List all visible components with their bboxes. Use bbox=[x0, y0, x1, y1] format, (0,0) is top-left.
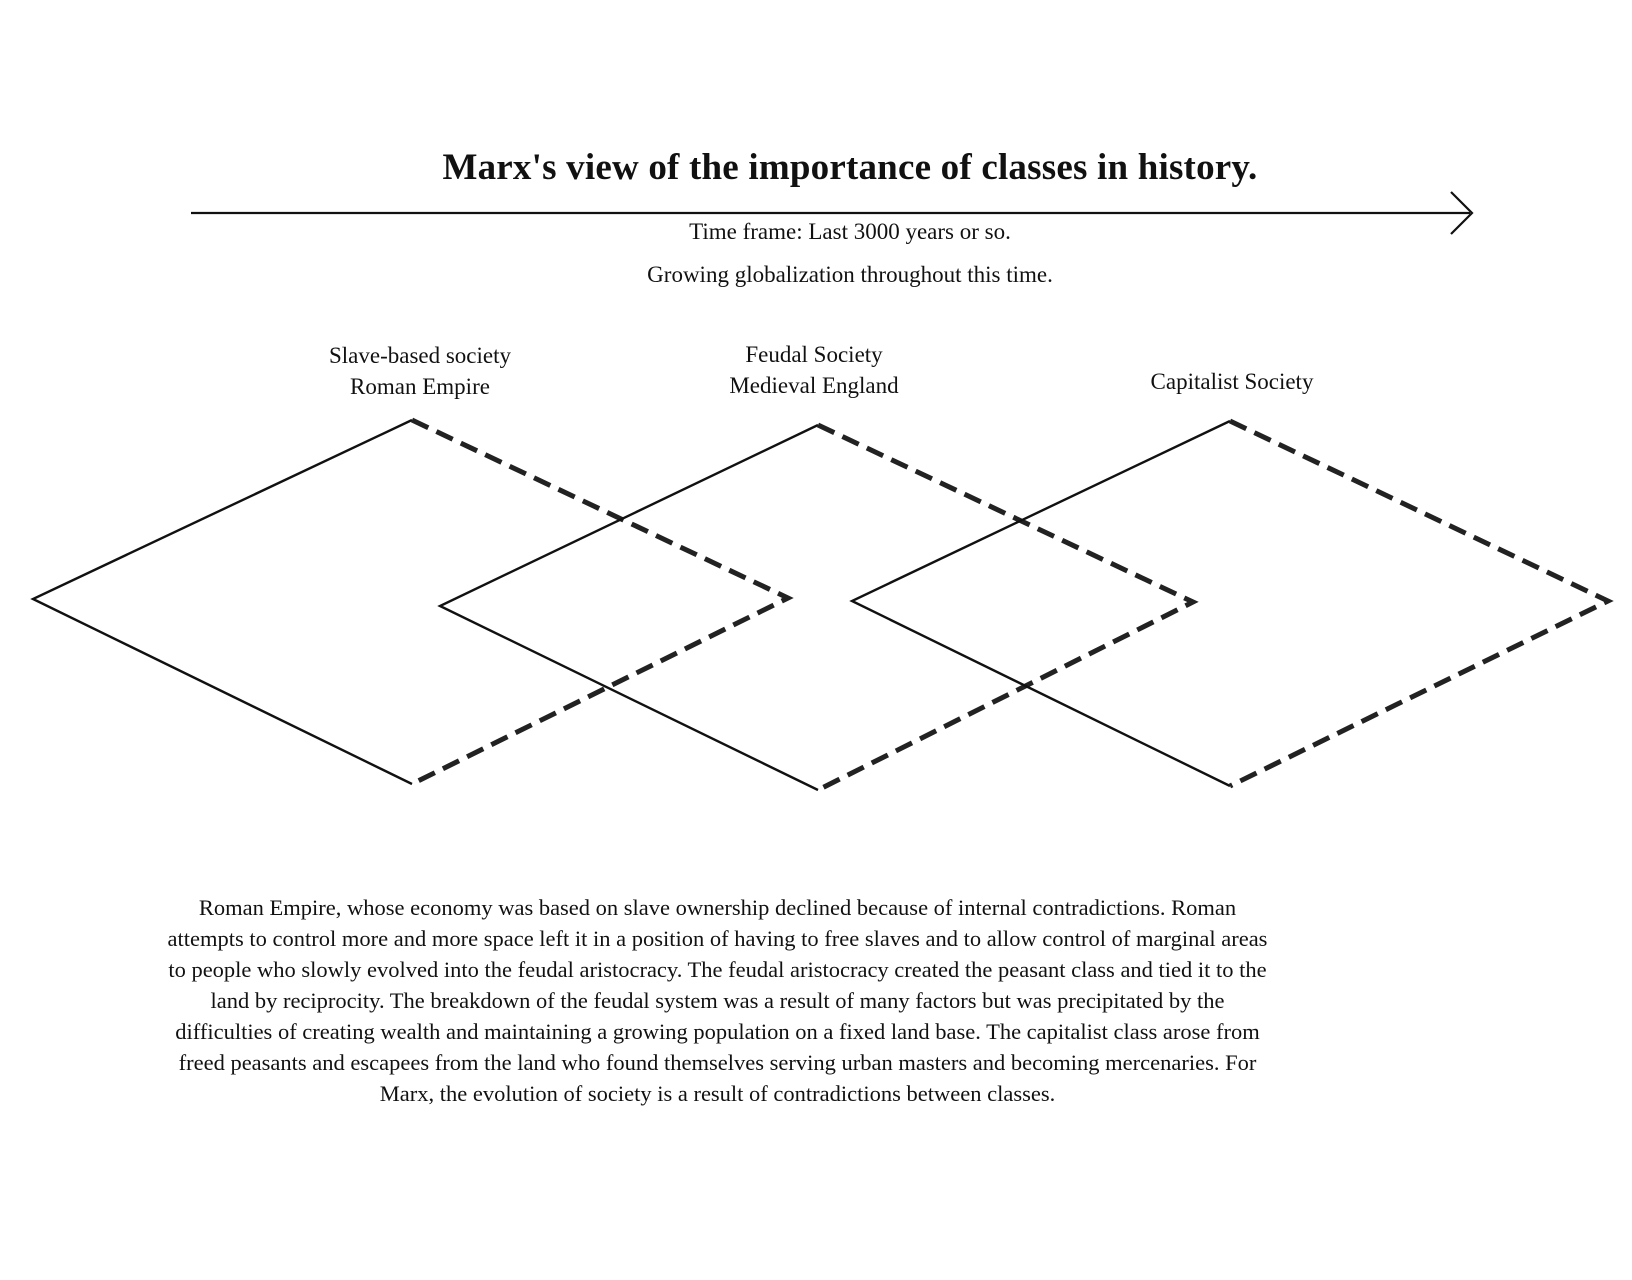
stage-label-feudal-society bbox=[634, 339, 994, 401]
stage-label-line: Roman Empire bbox=[350, 374, 490, 399]
stage-label-slave-society bbox=[240, 340, 600, 402]
explanation-paragraph: Roman Empire, whose economy was based on slave ownership declined because of internal contradictions. Roman attempts to control more and more space left it in a position of having to free slaves and to allow control of marginal areas to people who slowly evolved into the feudal aristocracy. The feudal aristocracy created the peasant class and tied it to the land by reciprocity. The breakdown of the feudal system was a result of many factors but was precipitated by the difficulties of creating wealth and maintaining a growing population on a fixed land base. The capitalist class arose from freed peasants and escapees from the land who found themselves serving urban masters and becoming mercenaries. For Marx, the evolution of society is a result of contradictions between classes. bbox=[167, 895, 1268, 1106]
stage-label-line: Slave-based society bbox=[328, 343, 512, 368]
diamond-dashed-edges bbox=[412, 420, 788, 784]
stage-label-line: Feudal Society bbox=[745, 342, 883, 367]
stage-diamond-feudal-society bbox=[440, 425, 1193, 790]
diamond-solid-edges bbox=[852, 421, 1230, 786]
stage-diamond-slave-society bbox=[33, 420, 788, 784]
globalization-note: Growing globalization throughout this time. bbox=[647, 262, 1053, 287]
stage-label-line: Capitalist Society bbox=[1150, 369, 1314, 394]
diamond-dashed-edges bbox=[1230, 421, 1608, 786]
diagram-title: Marx's view of the importance of classes in history. bbox=[442, 147, 1258, 188]
stage-label-line: Medieval England bbox=[729, 373, 899, 398]
diamond-dashed-edges bbox=[818, 425, 1193, 790]
diamond-solid-edges bbox=[33, 420, 412, 784]
time-frame-note: Time frame: Last 3000 years or so. bbox=[689, 219, 1011, 244]
diamond-solid-edges bbox=[440, 425, 818, 790]
stage-label-capitalist-society bbox=[1052, 366, 1412, 397]
stage-diamond-capitalist-society bbox=[852, 421, 1608, 786]
